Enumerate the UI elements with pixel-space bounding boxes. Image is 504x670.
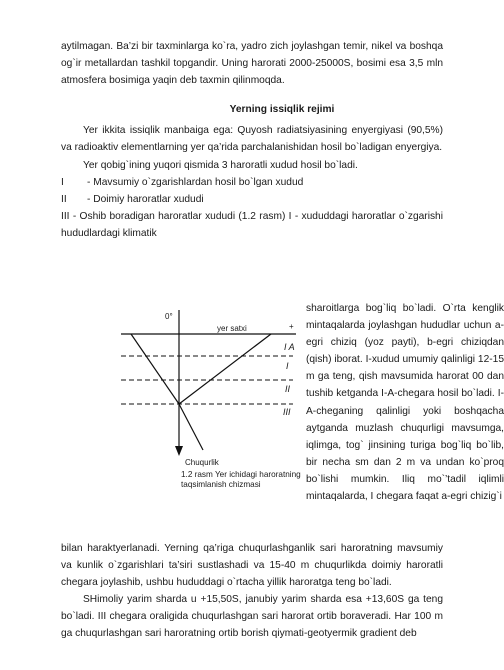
depth-label: Chuqurlik [185,458,219,467]
zone-item-3: III - Oshib boradigan haroratlar xududi (1.2 rasm) I - xududdagi haroratlar o`zgarishi hududlardagi klimatik [61,210,443,239]
zone-description: - Mavsumiy o`zgarishlardan hosil bo`lgan xudud [87,176,304,188]
paragraph-gradient: SHimoliy yarim sharda u +15,50S, janubiy yarim sharda esa +13,60S ga teng bo`ladi. III chegara oraligida chuqurlashgan sari harorat ortib boraveradi. Har 100 m ga chuqurlashgan sari haroratning ortib borish qiymati-geotyermik gradient deb [61,594,443,640]
text-column [61,38,443,242]
zero-degree-label: 0° [165,312,173,321]
bottom-text [61,540,443,643]
paragraph-zones: Yer qobig`ining yuqori qismida 3 haroratli xudud hosil bo`ladi. [83,159,358,171]
figure-caption: 1.2 rasm Yer ichidagi haroratning taqsimlanish chizmasi [181,470,301,489]
zone-item-1 [61,174,443,191]
temperature-diagram [121,300,301,470]
section-heading-text: Yerning issiqlik rejimi [229,104,335,116]
zone-number: II [61,193,67,205]
figure-block [61,300,504,540]
intro-paragraph: aytilmagan. Ba’zi bir taxminlarga ko`ra, yadro zich joylashgan temir, nikel va boshqa og`ir metallardan tashkil topgandir. Uning harorati 2000-25000S, bosimi esa 3,5 mln atmosfera bosimiga yaqin deb taxmin qilinmoqda. [61,41,443,87]
zone-label-III: III [283,407,291,417]
side-paragraph: sharoitlarga bog`liq bo`ladi. O`rta kenglik mintaqalarda joylashgan hududlar uchun a-egri chiziq (yoz payti), b-egri chiziqdan (qish) iborat. I-xudud umumiy qalinligi 12-15 m ga teng, qish mavsumida harorat 00 dan tushib ketganda I-A-chegara hosil bo`ladi. I-A-cheganing qalinligi yoki boshqacha aytganda muzlash chuqurligi mavsumga, iqlimga, tog` jinsining turiga bog`liq bo`lib, bir necha sm dan 2 m va undan ko`proq bo`lishi mumkin. Iliq mo`’tadil iqlimli mintaqalarda, I chegara faqat a-egri chizig`i [306,303,504,503]
zone-label-I: I [286,361,289,371]
zone-label-II: II [285,384,291,394]
paragraph-depth: bilan haraktyerlanadi. Yerning qa’riga chuqurlashganlik sari haroratning mavsumiy va kunlik o`zgarishlari ta’siri sustlashadi va 15-40 m chuqurlikda doimiy haroratli chegara joylashib, ushbu hududdagi o`rtacha yillik haroratga teng bo`ladi. [61,543,443,589]
zone-number: I [61,176,64,188]
plus-label: + [289,322,294,331]
paragraph-heat-sources: Yer ikkita issiqlik manbaiga ega: Quyosh radiatsiyasining enyergiyasi (90,5%) va radioaktiv elementlarning yer qa’rida parchalanishidan hosil bo`ladigan enyergiya. [61,125,443,154]
zone-label-IA: I A [284,342,295,352]
temperature-figure [121,300,301,540]
zone-description: - Doimiy haroratlar xududi [87,193,204,205]
surface-label: yer satxi [217,324,247,333]
section-heading [61,101,443,118]
zone-item-2 [61,191,443,208]
